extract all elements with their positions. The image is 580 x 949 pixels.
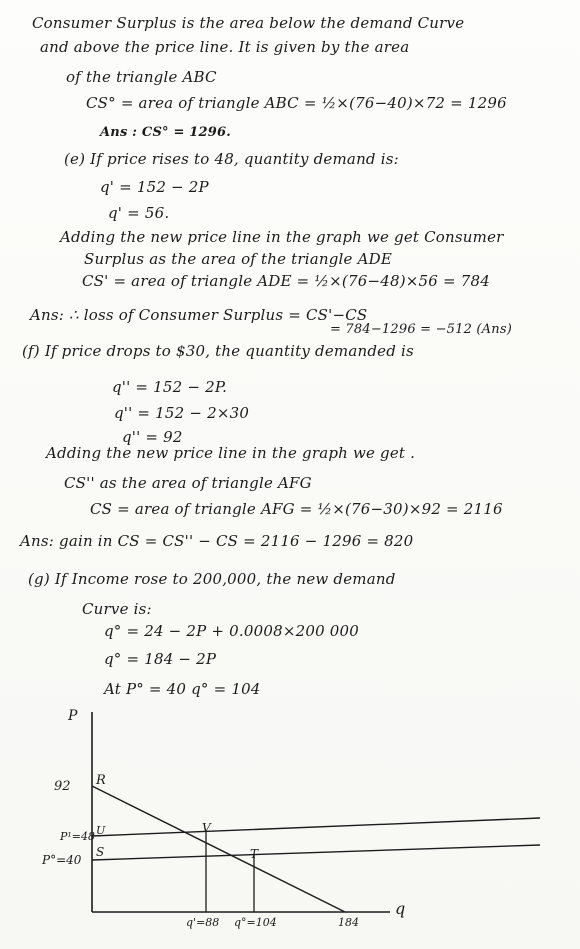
text-line: Adding the new price line in the graph we get . <box>46 444 416 462</box>
point-label-v: V <box>202 821 211 835</box>
text-line: q' = 56. <box>108 204 170 222</box>
price-line-p0 <box>92 845 540 860</box>
text-line: Surplus as the area of the triangle ADE <box>84 250 393 268</box>
text-line: (f) If price drops to $30, the quantity demanded is <box>22 342 414 360</box>
demand-curve <box>92 786 345 912</box>
demand-graph <box>0 700 580 949</box>
text-line: CS' = area of triangle ADE = ½×(76−48)×56 = 784 <box>82 272 490 290</box>
text-line: q° = 184 − 2P <box>104 650 217 668</box>
text-line: Adding the new price line in the graph we get Consumer <box>60 228 504 246</box>
text-line: (g) If Income rose to 200,000, the new demand <box>28 570 396 588</box>
point-label-t: T <box>250 847 259 861</box>
text-line: (e) If price rises to 48, quantity demand is: <box>64 150 399 168</box>
answer-line: Ans : CS° = 1296. <box>100 125 231 140</box>
text-line: CS'' as the area of triangle AFG <box>64 474 312 492</box>
text-line: q' = 152 − 2P <box>100 178 209 196</box>
y-tick-p0: P°=40 <box>42 853 82 867</box>
x-tick-q1: q'=88 <box>186 916 220 929</box>
price-line-p1 <box>92 818 540 836</box>
answer-line: Ans: ∴ loss of Consumer Surplus = CS'−CS <box>30 306 368 324</box>
text-line: Curve is: <box>82 600 152 618</box>
x-tick-q0: q°=104 <box>234 916 277 929</box>
text-line: CS° = area of triangle ABC = ½×(76−40)×72 = 1296 <box>86 94 507 112</box>
text-line: and above the price line. It is given by the area <box>40 38 410 56</box>
text-line: q° = 24 − 2P + 0.0008×200 000 <box>104 622 360 640</box>
text-line: q'' = 152 − 2×30 <box>114 404 250 422</box>
text-line: of the triangle ABC <box>66 68 217 86</box>
text-line: Consumer Surplus is the area below the demand Curve <box>32 14 465 32</box>
y-axis-label: P <box>68 708 78 724</box>
y-tick-92: 92 <box>54 779 71 794</box>
x-axis-label: q <box>395 899 406 918</box>
point-label-r: R <box>96 773 106 788</box>
x-tick-184: 184 <box>338 916 359 929</box>
point-label-s: S <box>96 845 105 859</box>
y-tick-p1: P¹=48 <box>60 830 96 843</box>
point-label-u: U <box>96 824 106 837</box>
text-line: At P° = 40 q° = 104 <box>104 680 261 698</box>
text-line: CS = area of triangle AFG = ½×(76−30)×92 = 2116 <box>90 500 503 518</box>
text-line: q'' = 92 <box>122 428 183 446</box>
text-line: q'' = 152 − 2P. <box>112 378 228 396</box>
text-line: = 784−1296 = −512 (Ans) <box>330 322 512 337</box>
answer-line: Ans: gain in CS = CS'' − CS = 2116 − 1296 = 820 <box>20 532 414 550</box>
